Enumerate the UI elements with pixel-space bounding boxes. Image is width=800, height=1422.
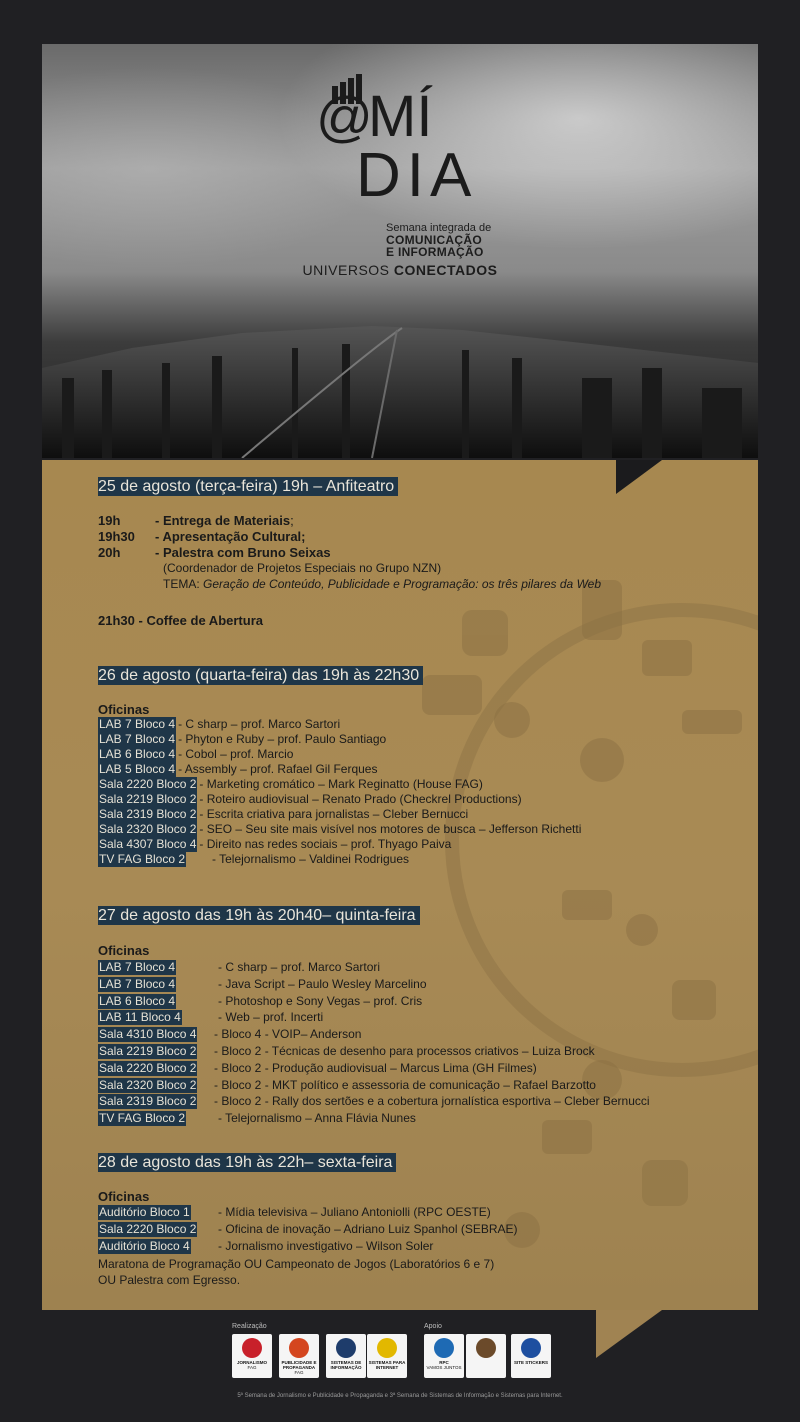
activity-text: - Bloco 4 - VOIP– Anderson <box>214 1027 362 1042</box>
logo-title-line2: DIA <box>356 141 478 210</box>
room-label: Sala 4310 Bloco 4 <box>99 1027 197 1042</box>
sponsor-label: RPC <box>439 1360 449 1365</box>
day3-row <box>98 1111 416 1126</box>
tagline-light: UNIVERSOS <box>302 262 390 278</box>
room-label: Sala 2320 Bloco 2 <box>99 1077 197 1092</box>
logo-mark <box>310 74 500 224</box>
apoio-label: Apoio <box>424 1323 442 1330</box>
activity-text: - Cobol – prof. Marcio <box>178 747 294 761</box>
tagline <box>42 262 758 278</box>
activity-text: - Bloco 2 - Produção audiovisual – Marcus Lima (GH Filmes) <box>214 1060 537 1075</box>
day3-row <box>98 1094 650 1109</box>
day1-item-1 <box>98 513 294 528</box>
room-label: Sala 2219 Bloco 2 <box>99 792 197 806</box>
day1-header: 25 de agosto (terça-feira) 19h – Anfiteatro <box>98 477 398 496</box>
activity-text: - Marketing cromático – Mark Reginatto (House FAG) <box>199 777 483 791</box>
room-label: Auditório Bloco 4 <box>99 1239 190 1253</box>
room-label: Sala 2319 Bloco 2 <box>99 1094 197 1109</box>
sponsor-sub: FAG <box>247 1365 257 1370</box>
sponsor-logo <box>466 1334 506 1378</box>
sponsor-logo <box>326 1334 366 1378</box>
day1-coffee-time: 21h30 <box>98 613 135 628</box>
day2-row <box>98 732 386 747</box>
day3-row <box>98 993 423 1009</box>
tagline-bold: CONECTADOS <box>393 262 498 278</box>
sponsor-logo <box>232 1334 272 1378</box>
sponsor-logo <box>424 1334 464 1378</box>
activity-text: - Photoshop e Sony Vegas – prof. Cris <box>218 993 423 1008</box>
activity-text: - Jornalismo investigativo – Wilson Soler <box>218 1239 434 1253</box>
activity-text: - Escrita criativa para jornalistas – Cleber Bernucci <box>199 807 469 821</box>
activity-text: - Web – prof. Incerti <box>218 1010 324 1025</box>
room-label: Sala 2320 Bloco 2 <box>99 822 197 836</box>
room-label: LAB 7 Bloco 4 <box>99 976 176 991</box>
day2-row <box>98 837 451 852</box>
sponsor-sub: FAG <box>294 1370 304 1375</box>
footer-note: 5ª Semana de Jornalismo e Publicidade e Propaganda e 3ª Semana de Sistemas de Informação e Sistemas para Internet. <box>237 1393 563 1399</box>
logo-subtitle <box>386 222 516 258</box>
activity-text: - SEO – Seu site mais visível nos motores de busca – Jefferson Richetti <box>199 822 582 836</box>
day1-item-1-time: 19h <box>98 513 121 528</box>
activity-text: - Mídia televisiva – Juliano Antoniolli (RPC OESTE) <box>218 1205 491 1219</box>
day2-row <box>98 762 377 777</box>
sponsor-logo <box>367 1334 407 1378</box>
activity-text: - C sharp – prof. Marco Sartori <box>178 717 341 731</box>
day1-item-1-text: - Entrega de Materiais <box>155 513 291 528</box>
activity-text: - Phyton e Ruby – prof. Paulo Santiago <box>178 732 387 746</box>
day1-coord: (Coordenador de Projetos Especiais no Grupo NZN) <box>163 561 442 575</box>
day1-item-1-suffix: ; <box>290 513 294 528</box>
day2-row <box>98 807 468 822</box>
sponsor-logo <box>279 1334 319 1378</box>
day1-item-2-time: 19h30 <box>98 529 135 544</box>
day3-row <box>98 1044 595 1059</box>
sponsor-sub: VAMOS JUNTOS <box>426 1365 462 1370</box>
sponsor-emblem-icon <box>333 1337 359 1359</box>
day2-row <box>98 822 581 837</box>
hero-banner <box>42 44 758 458</box>
day1-tema <box>163 577 601 592</box>
day4-maratona: Maratona de Programação OU Campeonato de Jogos (Laboratórios 6 e 7) <box>98 1257 495 1271</box>
room-label: LAB 7 Bloco 4 <box>99 717 176 731</box>
sponsor-emblem-icon <box>286 1337 312 1359</box>
activity-text: - Oficina de inovação – Adriano Luiz Spanhol (SEBRAE) <box>218 1222 518 1236</box>
room-label: LAB 5 Bloco 4 <box>99 762 176 776</box>
sponsor-label: SISTEMAS DE INFORMAÇÃO <box>330 1360 362 1370</box>
room-label: Sala 2219 Bloco 2 <box>99 1044 197 1058</box>
day3-header: 27 de agosto das 19h às 20h40– quinta-feira <box>98 906 420 925</box>
room-label: Auditório Bloco 1 <box>99 1205 190 1219</box>
room-label: Sala 2319 Bloco 2 <box>99 807 197 821</box>
sponsor-logo <box>511 1334 551 1378</box>
room-label: LAB 7 Bloco 4 <box>99 732 176 746</box>
activity-text: - Direito nas redes sociais – prof. Thyago Paiva <box>199 837 452 851</box>
day3-row <box>98 1077 596 1093</box>
activity-text: - C sharp – prof. Marco Sartori <box>218 960 381 974</box>
room-label: TV FAG Bloco 2 <box>99 1111 186 1126</box>
speech-bubble-tail <box>596 1310 662 1358</box>
logo-sub-line3: E INFORMAÇÃO <box>386 245 484 259</box>
day4-header: 28 de agosto das 19h às 22h– sexta-feira <box>98 1153 396 1172</box>
activity-text: - Bloco 2 - MKT político e assessoria de comunicação – Rafael Barzotto <box>214 1077 596 1092</box>
logo-title-line1: MÍ <box>368 84 433 149</box>
activity-text: - Telejornalismo – Valdinei Rodrigues <box>212 852 409 866</box>
sponsor-emblem-icon <box>239 1337 265 1359</box>
day1-item-3 <box>98 545 331 560</box>
city-skyline-image <box>42 308 758 458</box>
day4-palestra: OU Palestra com Egresso. <box>98 1273 241 1287</box>
day1-item-2-text: - Apresentação Cultural; <box>155 529 306 544</box>
day1-item-3-time: 20h <box>98 545 121 560</box>
sponsor-label: SITE STICKERS <box>513 1360 548 1365</box>
room-label: LAB 6 Bloco 4 <box>99 993 176 1008</box>
room-label: TV FAG Bloco 2 <box>99 852 186 866</box>
room-label: LAB 11 Bloco 4 <box>99 1010 181 1025</box>
room-label: Sala 2220 Bloco 2 <box>99 1060 197 1075</box>
activity-text: - Bloco 2 - Técnicas de desenho para processos criativos – Luiza Brock <box>214 1044 595 1058</box>
day2-row <box>98 747 293 762</box>
day2-row <box>98 792 522 807</box>
room-label: LAB 7 Bloco 4 <box>99 960 176 974</box>
midia-logo <box>304 70 504 280</box>
day3-row <box>98 1027 362 1042</box>
sponsor-emblem-icon <box>473 1337 499 1359</box>
room-label: Sala 4307 Bloco 4 <box>99 837 197 851</box>
logo-sub-line2: COMUNICAÇÃO <box>386 233 482 247</box>
logo-at-symbol: @ <box>316 85 373 148</box>
day1-tema-text: Geração de Conteúdo, Publicidade e Programação: os três pilares da Web <box>203 577 602 591</box>
activity-text: - Telejornalismo – Anna Flávia Nunes <box>218 1111 416 1126</box>
day3-oficinas: Oficinas <box>98 943 150 958</box>
day1-item-2 <box>98 529 306 544</box>
day3-row <box>98 1010 324 1025</box>
day2-row <box>98 852 409 867</box>
logo-sub-line1: Semana integrada de <box>386 222 492 234</box>
sponsor-label: PUBLICIDADE E PROPAGANDA <box>281 1360 317 1370</box>
activity-text: - Bloco 2 - Rally dos sertões e a cobertura jornalística esportiva – Cleber Bernucci <box>214 1094 650 1109</box>
day4-row <box>98 1222 518 1237</box>
day3-row <box>98 976 427 992</box>
realizacao-label: Realização <box>232 1323 267 1330</box>
day1-coffee-text: - Coffee de Abertura <box>138 613 263 628</box>
activity-text: - Assembly – prof. Rafael Gil Ferques <box>178 762 378 776</box>
activity-text: - Roteiro audiovisual – Renato Prado (Checkrel Productions) <box>199 792 522 806</box>
day4-row <box>98 1239 434 1254</box>
sponsor-emblem-icon <box>431 1337 457 1359</box>
sponsor-emblem-icon <box>374 1337 400 1359</box>
day1-item-3-text: - Palestra com Bruno Seixas <box>155 545 331 560</box>
day4-row <box>98 1205 491 1220</box>
activity-text: - Java Script – Paulo Wesley Marcelino <box>218 976 427 991</box>
day1-coffee <box>98 613 263 628</box>
room-label: LAB 6 Bloco 4 <box>99 747 176 761</box>
day2-header: 26 de agosto (quarta-feira) das 19h às 22h30 <box>98 666 423 685</box>
day3-row <box>98 960 381 975</box>
day3-row <box>98 1060 537 1076</box>
sponsor-label: JORNALISMO <box>236 1360 267 1365</box>
day1-tema-label: TEMA: <box>163 577 200 591</box>
day2-row <box>98 777 483 792</box>
sponsor-emblem-icon <box>518 1337 544 1359</box>
day2-row <box>98 717 340 732</box>
schedule-panel <box>42 460 758 1310</box>
room-label: Sala 2220 Bloco 2 <box>99 777 197 791</box>
day4-oficinas: Oficinas <box>98 1189 150 1204</box>
day2-oficinas: Oficinas <box>98 702 150 717</box>
sponsor-label: SISTEMAS PARA INTERNET <box>368 1360 406 1370</box>
room-label: Sala 2220 Bloco 2 <box>99 1222 197 1236</box>
